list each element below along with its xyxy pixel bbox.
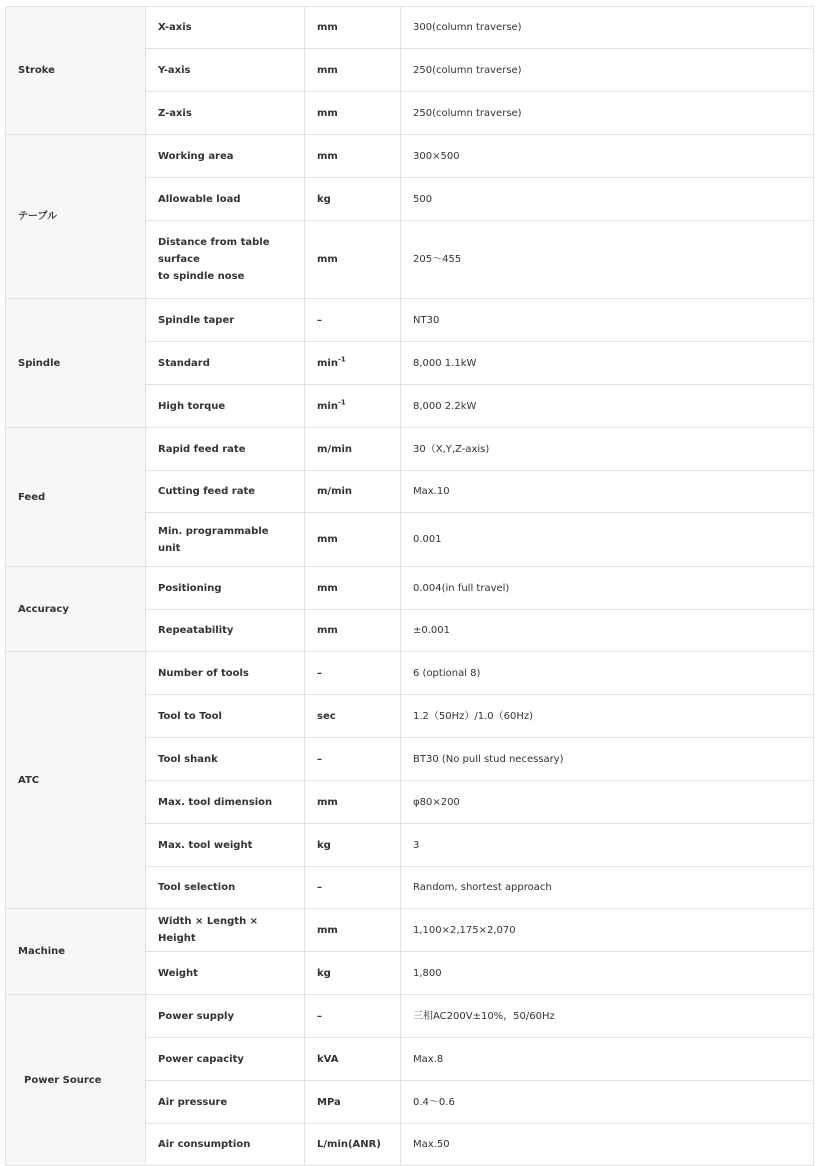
unit-cell — [305, 695, 401, 738]
item-cell: Number of tools — [146, 652, 305, 695]
unit-text: m/min — [317, 486, 353, 497]
unit-cell — [305, 952, 401, 995]
unit-cell — [305, 1038, 401, 1081]
category-cell: Feed — [6, 428, 146, 567]
value-cell: 0.004(in full travel) — [401, 567, 814, 610]
value-cell: 三相AC200V±10%，50/60Hz — [401, 995, 814, 1038]
item-line: to spindle nose — [158, 271, 245, 282]
value-cell: 0.4～0.6 — [401, 1081, 814, 1124]
value-cell: ±0.001 — [401, 610, 814, 652]
value-cell: 1,800 — [401, 952, 814, 995]
unit-text: m/min — [317, 443, 353, 455]
unit-text: sec — [317, 710, 336, 722]
unit-text: mm — [317, 150, 338, 162]
unit-text: mm — [317, 254, 338, 265]
item-line: Distance from table — [158, 237, 270, 248]
value-cell: 6 (optional 8) — [401, 652, 814, 695]
unit-cell — [305, 471, 401, 513]
unit-text: L/min(ANR) — [317, 1139, 381, 1150]
category-cell: Machine — [6, 909, 146, 995]
value-cell: Max.50 — [401, 1124, 814, 1166]
value-cell: φ80×200 — [401, 781, 814, 824]
category-cell: Spindle — [6, 299, 146, 428]
item-cell: Tool shank — [146, 738, 305, 781]
unit-text: – — [317, 314, 322, 326]
item-line: surface — [158, 254, 200, 265]
unit-cell — [305, 513, 401, 567]
unit-text: mm — [317, 796, 338, 808]
unit-cell — [305, 567, 401, 610]
item-cell: Weight — [146, 952, 305, 995]
spec-table-body — [6, 7, 814, 1166]
unit-text: mm — [317, 534, 338, 545]
item-cell: Width × Length × Height — [146, 909, 305, 952]
value-cell: BT30 (No pull stud necessary) — [401, 738, 814, 781]
category-cell: Accuracy — [6, 567, 146, 652]
value-cell: 30（X,Y,Z-axis) — [401, 428, 814, 471]
item-cell: Standard — [146, 342, 305, 385]
unit-cell — [305, 342, 401, 385]
unit-text: kVA — [317, 1053, 339, 1065]
item-cell: Power supply — [146, 995, 305, 1038]
category-cell: Stroke — [6, 7, 146, 135]
value-cell: 8,000 2.2kW — [401, 385, 814, 428]
item-cell: Repeatability — [146, 610, 305, 652]
value-cell: 300(column traverse) — [401, 7, 814, 49]
unit-cell — [305, 1124, 401, 1166]
unit-text: MPa — [317, 1096, 341, 1108]
unit-text: – — [317, 753, 322, 765]
unit-text: kg — [317, 839, 331, 851]
unit-text: kg — [317, 193, 331, 205]
item-cell: Allowable load — [146, 178, 305, 221]
unit-cell — [305, 824, 401, 867]
table-row — [6, 567, 814, 610]
unit-text: – — [317, 1010, 322, 1022]
item-cell: Air consumption — [146, 1124, 305, 1166]
item-cell: X-axis — [146, 7, 305, 49]
value-cell: 1,100×2,175×2,070 — [401, 909, 814, 952]
category-cell: ATC — [6, 652, 146, 909]
item-cell: Cutting feed rate — [146, 471, 305, 513]
unit-text: – — [317, 882, 322, 893]
item-cell: Max. tool weight — [146, 824, 305, 867]
unit-cell — [305, 909, 401, 952]
category-cell: Power Source — [6, 995, 146, 1166]
table-row — [6, 7, 814, 49]
item-cell: Air pressure — [146, 1081, 305, 1124]
table-row — [6, 652, 814, 695]
unit-cell — [305, 781, 401, 824]
table-row — [6, 995, 814, 1038]
unit-cell — [305, 610, 401, 652]
value-cell: 300×500 — [401, 135, 814, 178]
item-cell: Working area — [146, 135, 305, 178]
unit-cell — [305, 7, 401, 49]
unit-text: mm — [317, 107, 338, 119]
unit-text: min — [317, 400, 338, 412]
unit-cell — [305, 1081, 401, 1124]
item-cell — [146, 221, 305, 299]
item-cell: Rapid feed rate — [146, 428, 305, 471]
table-row — [6, 428, 814, 471]
unit-text: mm — [317, 22, 338, 33]
value-cell: Max.10 — [401, 471, 814, 513]
unit-text: – — [317, 667, 322, 679]
unit-cell — [305, 299, 401, 342]
value-cell: 205～455 — [401, 221, 814, 299]
item-cell: Positioning — [146, 567, 305, 610]
unit-text: min — [317, 357, 338, 369]
item-cell: Z-axis — [146, 92, 305, 135]
table-row — [6, 135, 814, 178]
unit-cell — [305, 221, 401, 299]
table-row — [6, 909, 814, 952]
unit-superscript: -1 — [337, 355, 346, 364]
value-cell: 8,000 1.1kW — [401, 342, 814, 385]
unit-cell — [305, 428, 401, 471]
item-cell: Power capacity — [146, 1038, 305, 1081]
unit-text: mm — [317, 924, 338, 936]
unit-text: mm — [317, 625, 338, 636]
unit-text: kg — [317, 967, 331, 979]
item-cell: Spindle taper — [146, 299, 305, 342]
item-cell: Min. programmable unit — [146, 513, 305, 567]
unit-superscript: -1 — [337, 398, 346, 407]
value-cell: 250(column traverse) — [401, 49, 814, 92]
unit-text: mm — [317, 582, 338, 594]
value-cell: 0.001 — [401, 513, 814, 567]
item-cell: Y-axis — [146, 49, 305, 92]
value-cell: 250(column traverse) — [401, 92, 814, 135]
unit-cell — [305, 867, 401, 909]
unit-cell — [305, 385, 401, 428]
item-cell: High torque — [146, 385, 305, 428]
item-cell: Max. tool dimension — [146, 781, 305, 824]
item-cell: Tool to Tool — [146, 695, 305, 738]
unit-cell — [305, 738, 401, 781]
unit-cell — [305, 135, 401, 178]
value-cell: 1.2（50Hz）/1.0（60Hz) — [401, 695, 814, 738]
table-row — [6, 299, 814, 342]
unit-text: mm — [317, 64, 338, 76]
value-cell: NT30 — [401, 299, 814, 342]
item-cell: Tool selection — [146, 867, 305, 909]
unit-cell — [305, 995, 401, 1038]
unit-cell — [305, 92, 401, 135]
unit-cell — [305, 178, 401, 221]
value-cell: Max.8 — [401, 1038, 814, 1081]
unit-cell — [305, 652, 401, 695]
value-cell: 500 — [401, 178, 814, 221]
spec-table — [5, 6, 814, 1166]
unit-cell — [305, 49, 401, 92]
category-cell: テーブル — [6, 135, 146, 299]
value-cell: 3 — [401, 824, 814, 867]
value-cell: Random, shortest approach — [401, 867, 814, 909]
